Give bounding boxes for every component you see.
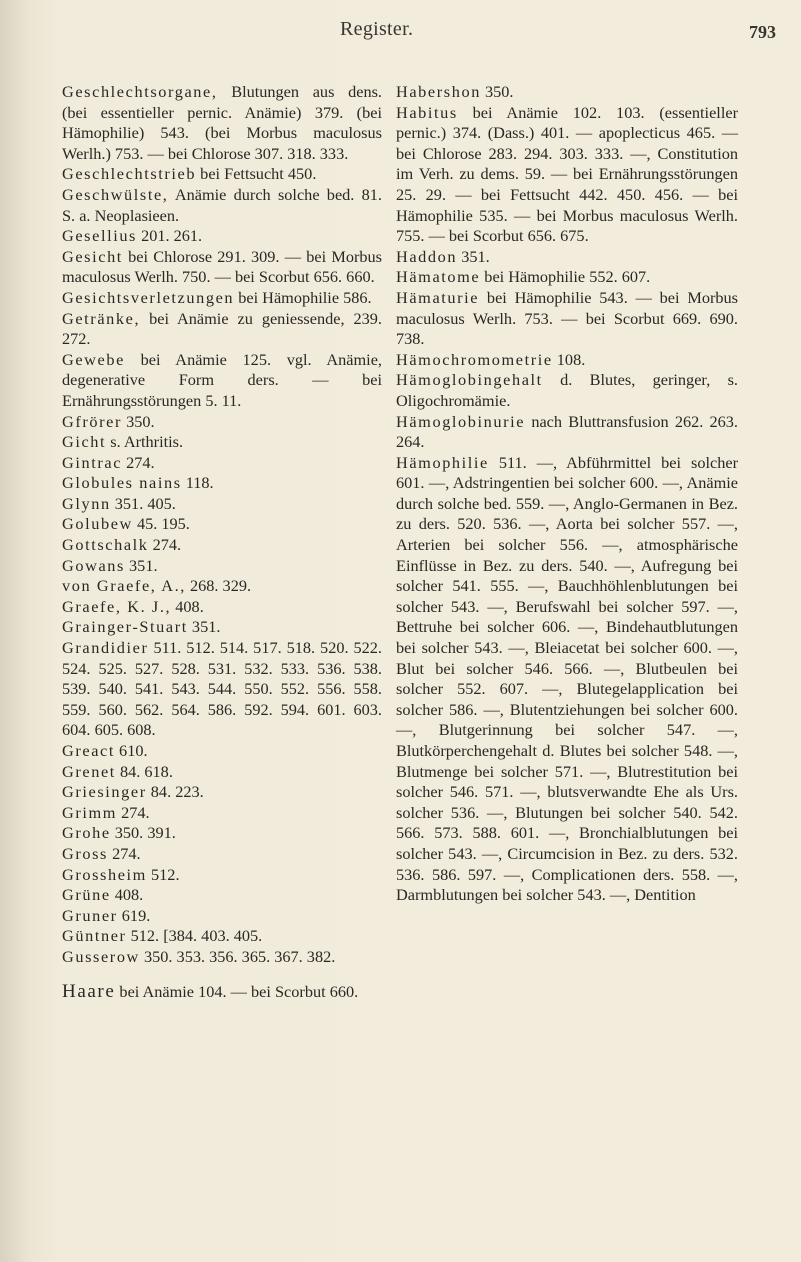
index-headword: Gicht [62, 432, 107, 452]
running-title: Register. [340, 18, 414, 40]
index-entry [396, 350, 738, 371]
index-entry [62, 803, 382, 824]
index-references: 268. 329. [185, 576, 252, 596]
index-column-left [62, 82, 382, 1002]
index-headword: Habershon [396, 82, 481, 101]
index-references: 274. [148, 535, 182, 555]
index-references: 108. [552, 349, 586, 369]
index-entry [62, 906, 382, 927]
index-headword: Globules nains [62, 473, 182, 493]
index-entry [62, 164, 382, 185]
index-references: 511. 512. 514. 517. 518. 520. 522. 524. 525. 527. 528. 531. 532. 533. 536. 538. 539. 540. 541. 543. 544. 550. 552. 556. 558. 559. 560. 562. 564. 586. 592. 594. 601. 603. 604. 605. 608. [62, 638, 382, 740]
index-headword: Hämaturie [396, 287, 480, 307]
index-references: 274. [108, 843, 141, 863]
index-references: 274. [117, 802, 150, 822]
index-entry [62, 885, 382, 906]
index-entry [62, 309, 382, 350]
index-entry [396, 247, 738, 268]
index-references: 350. 391. [110, 823, 176, 843]
index-headword: Gintrac [62, 452, 123, 472]
index-headword: Habitus [396, 102, 458, 122]
index-references: 84. 618. [115, 761, 173, 781]
index-entry [62, 185, 382, 226]
page-number: 793 [749, 22, 776, 42]
index-references: d. Blutes, geringer, s. Oligochromämie. [396, 370, 738, 410]
index-entry [62, 226, 382, 247]
index-references: nach Bluttransfusion 262. 263. 264. [396, 411, 738, 452]
index-headword: Hämoglobinurie [396, 411, 526, 431]
index-entry [396, 267, 738, 288]
index-entry [62, 782, 382, 803]
index-references: 350. [122, 411, 155, 431]
index-references: bei Chlorose 291. 309. — bei Morbus maculosus Werlh. 750. — bei Scorbut 656. 660. [62, 246, 382, 287]
index-entry [62, 741, 382, 762]
index-references: 350. 353. 356. 365. 367. 382. [139, 946, 336, 966]
index-entry [62, 473, 382, 494]
index-headword: Gesicht [62, 246, 123, 266]
index-references: 45. 195. [132, 514, 190, 534]
index-references: bei Hämophilie 586. [234, 287, 372, 307]
index-references: 118. [181, 473, 214, 493]
index-headword: Grainger-Stuart [62, 617, 188, 637]
index-entry [62, 514, 382, 535]
index-entry [62, 432, 382, 453]
index-entry [62, 865, 382, 886]
index-headword: Gowans [62, 555, 125, 575]
index-references: 610. [114, 741, 148, 760]
index-references: bei Fettsucht 450. [196, 164, 317, 184]
index-entry [62, 412, 382, 433]
index-headword: Griesinger [62, 782, 147, 802]
index-headword: Güntner [62, 926, 127, 946]
letter-section-gap [62, 968, 382, 982]
index-references: bei Anämie 102. 103. (essentieller pernic.) 374. (Dass.) 401. — apoplecticus 465. — bei Chlorose 283. 294. 303. 333. —, Constitution im Verh. zu dems. 59. — bei Ernährungsstörungen 25. 29. — bei Fettsucht 442. 450. 456. — bei Hämophilie 535. — bei Morbus maculosus Werlh. 755. — bei Scorbut 656. 675. [396, 102, 738, 246]
index-references: 511. —, Abführmittel bei solcher 601. —, Adstringentien bei solcher 600. —, Anämie durch solche bed. 559. —, Anglo-Germanen in Bez. zu ders. 520. 536. —, Aorta bei solcher 557. —, Arterien bei solcher 556. —, atmosphärische Einflüsse in Bez. zu ders. 540. —, Aufregung bei solcher 541. 555. —, Bauchhöhlenblutungen bei solcher 543. —, Berufswahl bei solcher 597. —, Bettruhe bei solcher 606. —, Bindehautblutungen bei solcher 543. —, Bleiacetat bei solcher 600. —, Blut bei solcher 546. 566. —, Blutbeulen bei solcher 552. 607. —, Blutegelapplication bei solcher 586. —, Blutentziehungen bei solcher 600. —, Blutgerinnung bei solcher 547. —, Blutkörperchengehalt d. Blutes bei solcher 548. —, Blutmenge bei solcher 571. —, Blutrestitution bei solcher 546. 571. —, blutsverwandte Ehe als Urs. solcher 536. —, Blutungen bei solcher 540. 542. 566. 573. 588. 601. —, Bronchialblutungen bei solcher 543. —, Circumcision in Bez. zu ders. 532. 536. 586. 597. —, Complicationen ders. 558. —, Darmblutungen bei solcher 543. —, Dentition [396, 452, 738, 905]
page-header [0, 10, 801, 50]
index-entry [62, 982, 382, 1003]
index-entry [62, 556, 382, 577]
index-headword: Grohe [62, 823, 111, 843]
index-headword: Gfrörer [62, 411, 123, 431]
index-headword: Geschlechtsorgane, [62, 82, 218, 101]
index-headword: Hämophilie [396, 452, 489, 472]
index-entry [396, 82, 738, 103]
index-entry [62, 844, 382, 865]
index-headword: Gusserow [62, 946, 140, 966]
index-references: 512. [384. 403. 405. [126, 926, 263, 946]
index-references: 351. 405. [110, 493, 176, 513]
index-references: s. Arthritis. [106, 432, 184, 452]
index-headword: Gross [62, 843, 108, 863]
index-entry [62, 453, 382, 474]
index-headword: Grenet [62, 761, 116, 781]
index-references: 84. 223. [146, 782, 204, 802]
index-headword: Greact [62, 741, 115, 760]
index-entry [62, 82, 382, 164]
index-headword: Glynn [62, 493, 111, 513]
index-headword: Gottschalk [62, 535, 149, 555]
index-entry [62, 288, 382, 309]
index-references: 201. 261. [137, 226, 203, 246]
index-entry [62, 617, 382, 638]
index-references: Anämie durch solche bed. 81. S. a. Neoplasieen. [62, 184, 382, 225]
index-references: 512. [146, 864, 180, 884]
index-references: 351. [187, 617, 221, 637]
index-entry [396, 288, 738, 350]
index-headword: Gesichtsverletzungen [62, 287, 235, 307]
index-column-right [396, 82, 738, 906]
index-entry [62, 762, 382, 783]
index-headword: Geschwülste, [62, 184, 169, 204]
index-entry [62, 535, 382, 556]
index-references: Blutungen aus dens. (bei essentieller pernic. Anämie) 379. (bei Hämophilie) 543. (bei Morbus maculosus Werlh.) 753. — bei Chlorose 307. 318. 333. [62, 82, 382, 163]
index-headword: Gruner [62, 905, 118, 925]
index-references: 350. [480, 82, 514, 101]
index-headword: Haare [62, 980, 116, 1002]
index-headword: Graefe, K. J., [62, 596, 172, 616]
index-entry [396, 412, 738, 453]
index-entry [62, 638, 382, 741]
index-references: 619. [117, 905, 151, 925]
index-headword: Hämatome [396, 267, 481, 287]
index-entry [396, 103, 738, 247]
index-headword: Grimm [62, 802, 118, 822]
index-references: 351. [457, 246, 490, 266]
index-entry [62, 823, 382, 844]
index-headword: Grüne [62, 885, 111, 905]
index-references: bei Anämie 104. — bei Scorbut 660. [115, 981, 359, 1001]
index-headword: Golubew [62, 514, 133, 534]
index-references: bei Hämophilie 543. — bei Morbus maculosus Werlh. 753. — bei Scorbut 669. 690. 738. [396, 287, 738, 349]
index-references: 408. [171, 596, 204, 616]
index-headword: von Graefe, A., [62, 576, 186, 596]
index-entry [62, 947, 382, 968]
index-entry [62, 597, 382, 618]
index-entry [396, 370, 738, 411]
index-entry [62, 576, 382, 597]
index-references: 274. [122, 452, 155, 472]
index-headword: Geschlechtstrieb [62, 164, 197, 184]
index-headword: Grossheim [62, 864, 147, 884]
index-entry [62, 926, 382, 947]
index-references: bei Anämie 125. vgl. Anämie, degenerative Form ders. — bei Ernährungsstörungen 5. 11. [62, 349, 382, 410]
index-headword: Gewebe [62, 349, 125, 369]
index-entry [62, 350, 382, 412]
index-references: bei Hämophilie 552. 607. [480, 267, 651, 287]
index-headword: Hämoglobingehalt [396, 370, 543, 390]
index-references: 351. [124, 555, 158, 575]
index-headword: Haddon [396, 246, 458, 266]
index-references: bei Anämie zu geniessende, 239. 272. [62, 308, 382, 349]
index-entry [396, 453, 738, 906]
index-headword: Grandidier [62, 638, 149, 658]
index-entry [62, 494, 382, 515]
index-references: 408. [110, 885, 144, 905]
index-headword: Gesellius [62, 226, 137, 246]
index-headword: Getränke, [62, 308, 141, 328]
index-entry [62, 247, 382, 288]
index-headword: Hämochromometrie [396, 349, 553, 369]
